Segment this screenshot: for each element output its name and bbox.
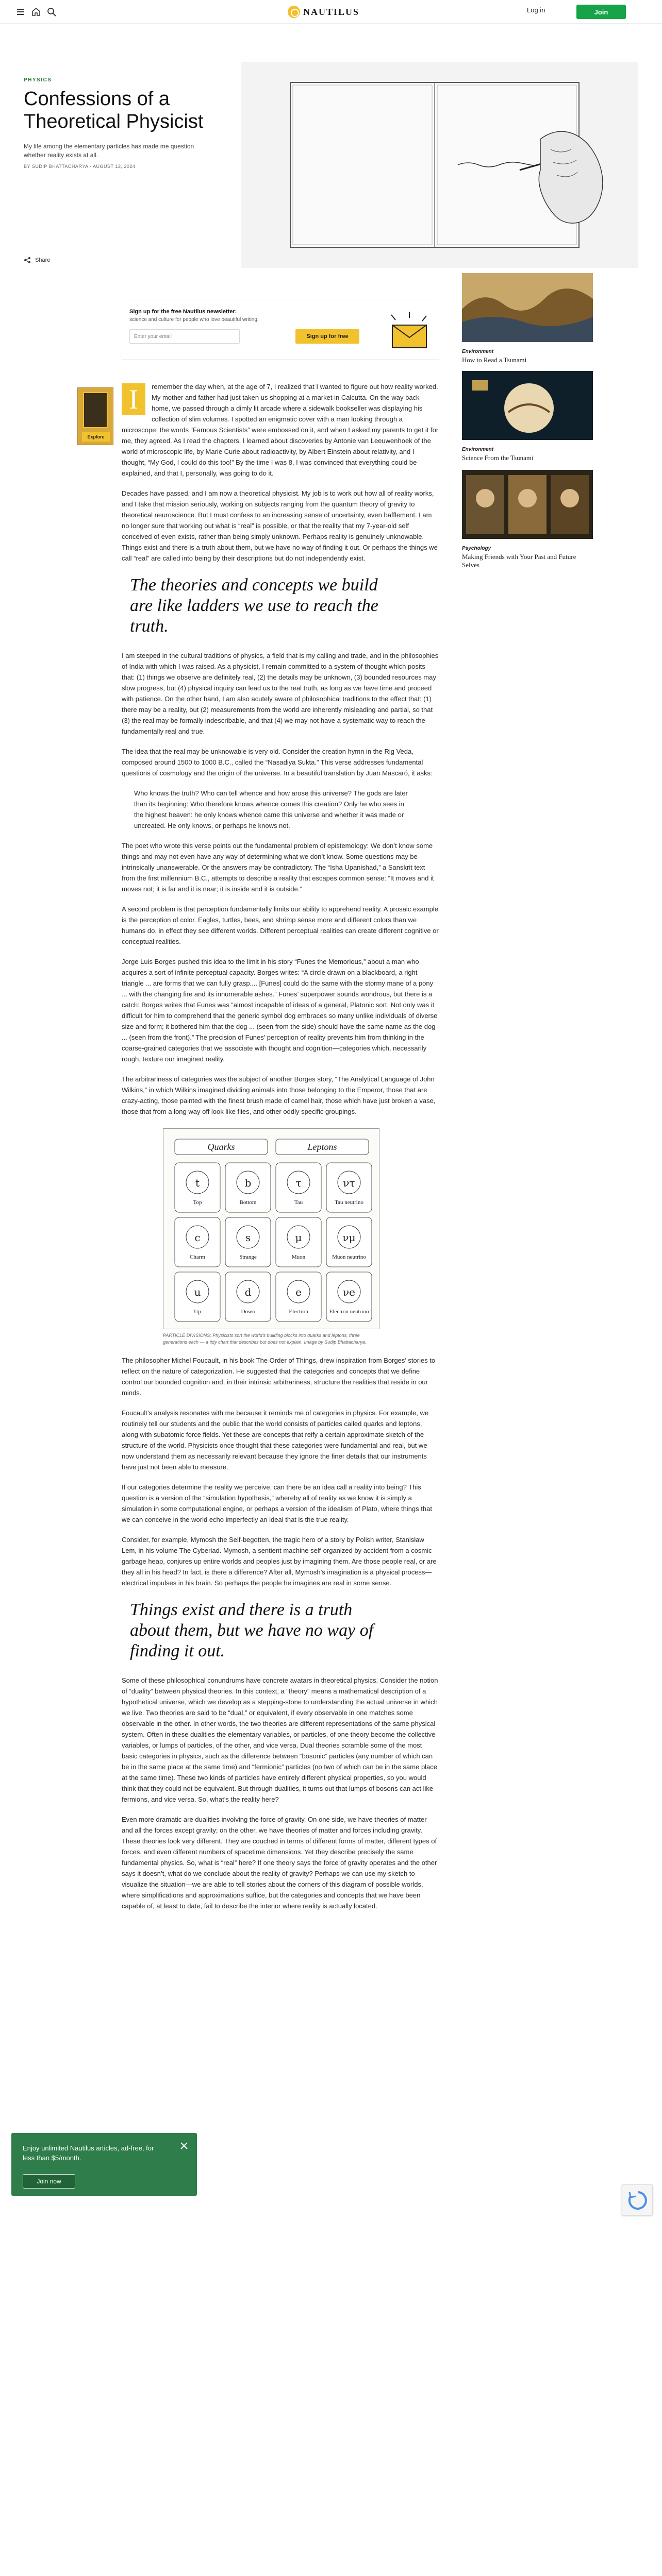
leptons-header: Leptons <box>307 1142 337 1152</box>
particle-cell <box>225 1272 271 1321</box>
particle-name: Tau neutrino <box>335 1199 363 1206</box>
particle-cell <box>225 1217 271 1267</box>
paragraph: I remember the day when, at the age of 7, I realized that I wanted to figure out how reality worked. My mother and father had just taken us shopping at a market in Calcutta. On the way back home, we passed through a dimly lit arcade where a sidewalk bookseller was displaying his collection of slim volumes. I spotted an enigmatic cover with a man looking through a microscope: the words “Famous Scientists” were embossed on it, and when I asked my parents to get it for me, they agreed. As I read the chapters, I learned about discoveries by Antonie van Leeuwenhoek of the world of microscopic life, by Marie Curie about radioactivity, by Albert Einstein about relativity, and I thought, “My God, I could do this too!” By the time I was 8, I was convinced that everything could be explained, and that I, personally, was going to do it. <box>122 383 439 477</box>
login-link[interactable]: Log in <box>527 6 545 14</box>
envelope-icon <box>386 311 433 352</box>
paragraph: Consider, for example, Mymosh the Self-begotten, the tragic hero of a story by Polish writer, Stanisław Lem, in his volume The Cyberiad. Mymosh, a sentient machine self-organized by accident from a cosmic garbage heap, conjures up entire worlds and peoples just by imagining them. Are those people real, or are they all in his head? In fact, is there a difference? After all, Mymosh’s imagination is a physical process—electrical impulses in his brain. So perhaps the people he imagines are real in some sense. <box>122 1536 437 1587</box>
particle-cell <box>326 1163 372 1212</box>
particle-symbol: νe <box>343 1286 355 1298</box>
particle-cell <box>276 1163 321 1212</box>
page-title: Confessions of a Theoretical Physicist <box>24 88 204 132</box>
recaptcha-icon <box>622 2185 653 2216</box>
particle-cell <box>326 1272 372 1321</box>
article-body <box>122 381 439 1921</box>
particle-cell <box>175 1217 220 1267</box>
sidebar-thumb-3 <box>462 470 593 539</box>
sidebar-card-3[interactable] <box>462 470 593 569</box>
recaptcha-badge[interactable] <box>622 2184 653 2215</box>
sidebar-card-2[interactable] <box>462 371 593 462</box>
join-button[interactable]: Join <box>576 5 626 19</box>
newsletter-title: Sign up for the free Nautilus newsletter: <box>129 309 237 315</box>
quarks-header: Quarks <box>207 1142 235 1152</box>
sidebar-title: How to Read a Tsunami <box>462 356 527 364</box>
particle-symbol: ντ <box>343 1177 355 1189</box>
particle-grid <box>163 1129 380 1330</box>
share-button[interactable] <box>24 257 50 264</box>
paragraph: Foucault’s analysis resonates with me because it reminds me of categories in physics. For example, we routinely tell our students and the public that the world consists of particles called quarks and leptons, along with subatomic force fields. Yet these are concepts that reify a certain approximate sketch of the structure of the world. Physicists once thought that these categories were fundamental and real, but we now understand them as necessarily relevant because they ignore the finer details that our instruments have just not been able to measure. <box>122 1409 429 1471</box>
particle-symbol: s <box>245 1231 251 1244</box>
particle-name: Muon <box>291 1254 306 1260</box>
join-now-button[interactable]: Join now <box>23 2174 75 2189</box>
particle-cell <box>276 1217 321 1267</box>
particle-name: Up <box>194 1309 201 1315</box>
menu-icon[interactable] <box>15 7 26 17</box>
article-hero <box>0 62 662 268</box>
block-quote: Who knows the truth? Who can tell whence and how arose this universe? The gods are later than its beginning: Who therefore knows whence comes this creation? Only he who sees in the highest heaven: he only knows whence came this universe and whether it was made or uncreated. He only knows, or perhaps he knows not. <box>134 789 408 829</box>
particle-chart-figure <box>163 1128 379 1329</box>
sidebar-kicker: Environment <box>462 349 494 354</box>
share-label: Share <box>35 257 51 263</box>
particle-name: Bottom <box>239 1199 257 1206</box>
notebook-drawing <box>241 62 638 268</box>
home-icon[interactable] <box>31 7 41 17</box>
search-icon[interactable] <box>46 7 57 17</box>
particle-cell <box>326 1217 372 1267</box>
book-ad[interactable] <box>77 387 113 445</box>
sidebar-card-1[interactable] <box>462 273 593 364</box>
article-byline: BY SUDIP BHATTACHARYA · AUGUST 13, 2024 <box>24 164 136 169</box>
paragraph: The idea that the real may be unknowable is very old. Consider the creation hymn in the Rig Veda, composed around 1500 to 1000 B.C., called the “Nasadiya Sukta.” This verse addresses fundamental questions of cosmology and the origin of the universe. In a beautiful translation by Juan Mascaró, it asks: <box>122 748 433 777</box>
newsletter-signup <box>122 300 439 360</box>
particle-name: Electron neutrino <box>329 1309 369 1315</box>
particle-symbol: c <box>194 1231 201 1244</box>
paragraph: Some of these philosophical conundrums have concrete avatars in theoretical physics. Consider the notion of “duality” between physical theories. In this context, a “theory” means a mathematical description of a hypothetical universe, which we develop as a stepping-stone to understanding the actual universe in which we live. Two theories are said to be “dual,” or equivalent, if every observable in one matches some observable in the other. In other words, the two theories are different representations of the same physical system. Often in these dualities the elementary variables, or particles, of one theory become the collective variables, or lumps of particles, of the other, and vice versa. Dual theories scramble some of the most basic categories in physics, such as the difference between “bosonic” particles (any number of which can be in the same place at the same time) and “fermionic” particles (no two of which can be in the same place at the same time). These two kinds of particles have entirely different physical properties, so you would think that they could not be equivalent. But through dualities, it turns out that lumps of bosons can act like fermions, and vice versa. So, what’s the reality here? <box>122 1676 438 1803</box>
particle-cell <box>276 1272 321 1321</box>
figure-caption: PARTICLE DIVISIONS: Physicists sort the world’s building blocks into quarks and leptons, three generations each — a tidy chart that describes but does not explain. Image by Sudip Bhattacharya. <box>163 1333 367 1345</box>
close-icon[interactable] <box>179 2141 189 2150</box>
particle-symbol: τ <box>295 1177 302 1189</box>
newsletter-subtitle: science and culture for people who love beautiful writing. <box>129 317 259 323</box>
particle-cell <box>175 1272 220 1321</box>
ad-book-cover <box>83 392 108 428</box>
paragraph: The poet who wrote this verse points out the fundamental problem of epistemology: We don’t know some things and may not even have any way of determining what we don’t know. Some questions may be intrinsically unanswerable. Or the answers may be contradictory. The “Isha Upanishad,” a Sanskrit text from the first millennium B.C., attempts to describe a reality that escapes common sense: “It moves and it moves not; it is far and it is near; it is inside and it is outside.” <box>122 842 434 893</box>
email-field[interactable] <box>129 329 240 344</box>
logo-wordmark: NAUTILUS <box>303 6 360 17</box>
particle-name: Strange <box>239 1254 257 1260</box>
ad-explore-button[interactable]: Explore <box>82 432 110 442</box>
particle-name: Top <box>193 1199 202 1206</box>
particle-cell <box>225 1163 271 1212</box>
sidebar-thumb-2 <box>462 371 593 440</box>
particle-name: Electron <box>289 1309 308 1315</box>
paragraph: I am steeped in the cultural traditions of physics, a field that is my calling and trade, and in the philosophies of India with which I was raised. As a physicist, I remain committed to a system of thought which posits that: (1) things we observe are definitely real, (2) the details may be unknown, (3) bounded resources may slow progress, but (4) physical inquiry can lead us to the real truth, as long as we have time and proceed with patience. On the other hand, I am also acutely aware of philosophical traditions to the effect that: (1) there may be a reality, but (2) measurements from the world are inherently misleading and partial, so that (3) the real may be formally indescribable, and that (4) we may not have a systematic way to reach the fundamentally real and true. <box>122 652 439 735</box>
paragraph: A second problem is that perception fundamentally limits our ability to apprehend reality. A prosaic example is the perception of color. Eagles, turtles, bees, and shrimp sense more and different colors than we humans do, in effect they see different worlds. Different perceptual realities can create different cognitive or conceptual realities. <box>122 905 439 945</box>
particle-symbol: t <box>195 1177 200 1189</box>
paragraph: The philosopher Michel Foucault, in his book The Order of Things, drew inspiration from Borges’ stories to reflect on the nature of categorization. He suggested that the categories and concepts that we define control our bounded cognition and, in their intrinsic arbitrariness, structure the realities that reside in our minds. <box>122 1357 436 1397</box>
particle-symbol: u <box>194 1286 201 1298</box>
particle-name: Muon neutrino <box>332 1254 366 1260</box>
particle-name: Tau <box>294 1199 303 1206</box>
particle-symbol: d <box>244 1286 252 1298</box>
paragraph: Decades have passed, and I am now a theoretical physicist. My job is to work out how all of reality works, and I take that mission seriously, working on subjects ranging from the quantum theory of gravity to theoretical neuroscience. But I must confess to an increasing sense of uncertainty, even bafflement. I am no longer sure that working out what is “real” is possible, or that the reality that my 7-year-old self conceived of even exists, rather than being simply unknown. Perhaps reality is genuinely unknowable. Things exist and there is a truth about them, but we have no way of finding it out. Or perhaps the things we call “real” are called into being by their descriptions but do not independently exist. <box>122 489 438 562</box>
subscribe-popup <box>11 2133 197 2196</box>
popup-text: Enjoy unlimited Nautilus articles, ad-free, for less than $5/month. <box>23 2144 154 2162</box>
particle-symbol: e <box>295 1286 302 1298</box>
paragraph: The arbitrariness of categories was the subject of another Borges story, “The Analytical Language of John Wilkins,” in which Wilkins imagined dividing animals into those belonging to the Emperor, those that are crazy-acting, those painted with the finest brush made of camel hair, those which have just broken a vase, those that from a long way off look like flies, and other oddly specific groupings. <box>122 1075 436 1115</box>
site-header <box>0 0 662 24</box>
share-icon <box>24 257 31 264</box>
paragraph: If our categories determine the reality we perceive, can there be an idea call a reality into being? This question is a version of the “simulation hypothesis,” whereby all of reality as we know it is simply a simulation in some computational engine, or perhaps a version of the idealism of Plato, where things that we can conceive in the world echo imperfectly an ideal that is the true reality. <box>122 1483 432 1523</box>
sidebar-title: Science From the Tsunami <box>462 454 534 462</box>
particle-symbol: b <box>244 1177 252 1189</box>
sidebar-thumb-1 <box>462 273 593 342</box>
nautilus-logo-icon <box>288 6 300 18</box>
pull-quote: Things exist and there is a truth about them, but we have no way of finding it out. <box>130 1600 374 1660</box>
pull-quote: The theories and concepts we build are like ladders we use to reach the truth. <box>130 575 378 636</box>
site-logo[interactable] <box>288 5 359 19</box>
newsletter-signup-button[interactable]: Sign up for free <box>295 329 359 344</box>
particle-name: Down <box>241 1309 255 1315</box>
paragraph: Even more dramatic are dualities involving the force of gravity. On one side, we have theories of matter and all the forces except gravity; on the other, we have theories of matter and forces including gravity. These theories look very different. They are couched in terms of different forms of matter, different types of forces, and even different numbers of spacetime dimensions. Yet they describe precisely the same fundamental physics. So, what is “real” here? If one theory says the force of gravity operates and the other says it doesn’t, what do we conclude about the reality of gravity? Perhaps we can use my sketch to visualize the situation—we are able to tell stories about the corners of this diagram of possible worlds, where simplifications and approximations suffice, but the categories and concepts that we have been capable of, at least to date, fail to describe the interior where reality is actually located. <box>122 1816 437 1910</box>
section-tag[interactable]: PHYSICS <box>24 77 52 83</box>
sidebar-kicker: Environment <box>462 447 494 452</box>
particle-cell <box>175 1163 220 1212</box>
sidebar-kicker: Psychology <box>462 546 491 551</box>
article-dek: My life among the elementary particles has made me question whether reality exists at all. <box>24 143 194 159</box>
hero-illustration <box>241 62 638 268</box>
sidebar-title: Making Friends with Your Past and Future Selves <box>462 553 576 569</box>
particle-symbol: νμ <box>342 1231 356 1244</box>
paragraph: Jorge Luis Borges pushed this idea to the limit in his story “Funes the Memorious,” about a man who acquires a sort of infinite perceptual capacity. Borges writes: “A circle drawn on a blackboard, a right triangle ... are forms that we can fully grasp.... [Funes] could do the same with the stormy mane of a pony ... with the changing fire and its innumerable ashes.” Funes’ superpower sounds wondrous, but there is a catch: Borges writes that Funes was “almost incapable of ideas of a general, Platonic sort. Not only was it difficult for him to comprehend that the generic symbol dog embraces so many unlike individuals of diverse size and form; it bothered him that the dog ... (seen from the side) should have the same name as the dog ... (seen from the front).” The precision of Funes’ perception of reality prevents him from thinking in the coarse-grained categories that we associate with thought and cognition—categories which, necessarily rough, texture our imagined reality. <box>122 958 438 1063</box>
particle-symbol: μ <box>295 1231 302 1244</box>
dropcap: I <box>122 383 145 415</box>
particle-name: Charm <box>190 1254 205 1260</box>
